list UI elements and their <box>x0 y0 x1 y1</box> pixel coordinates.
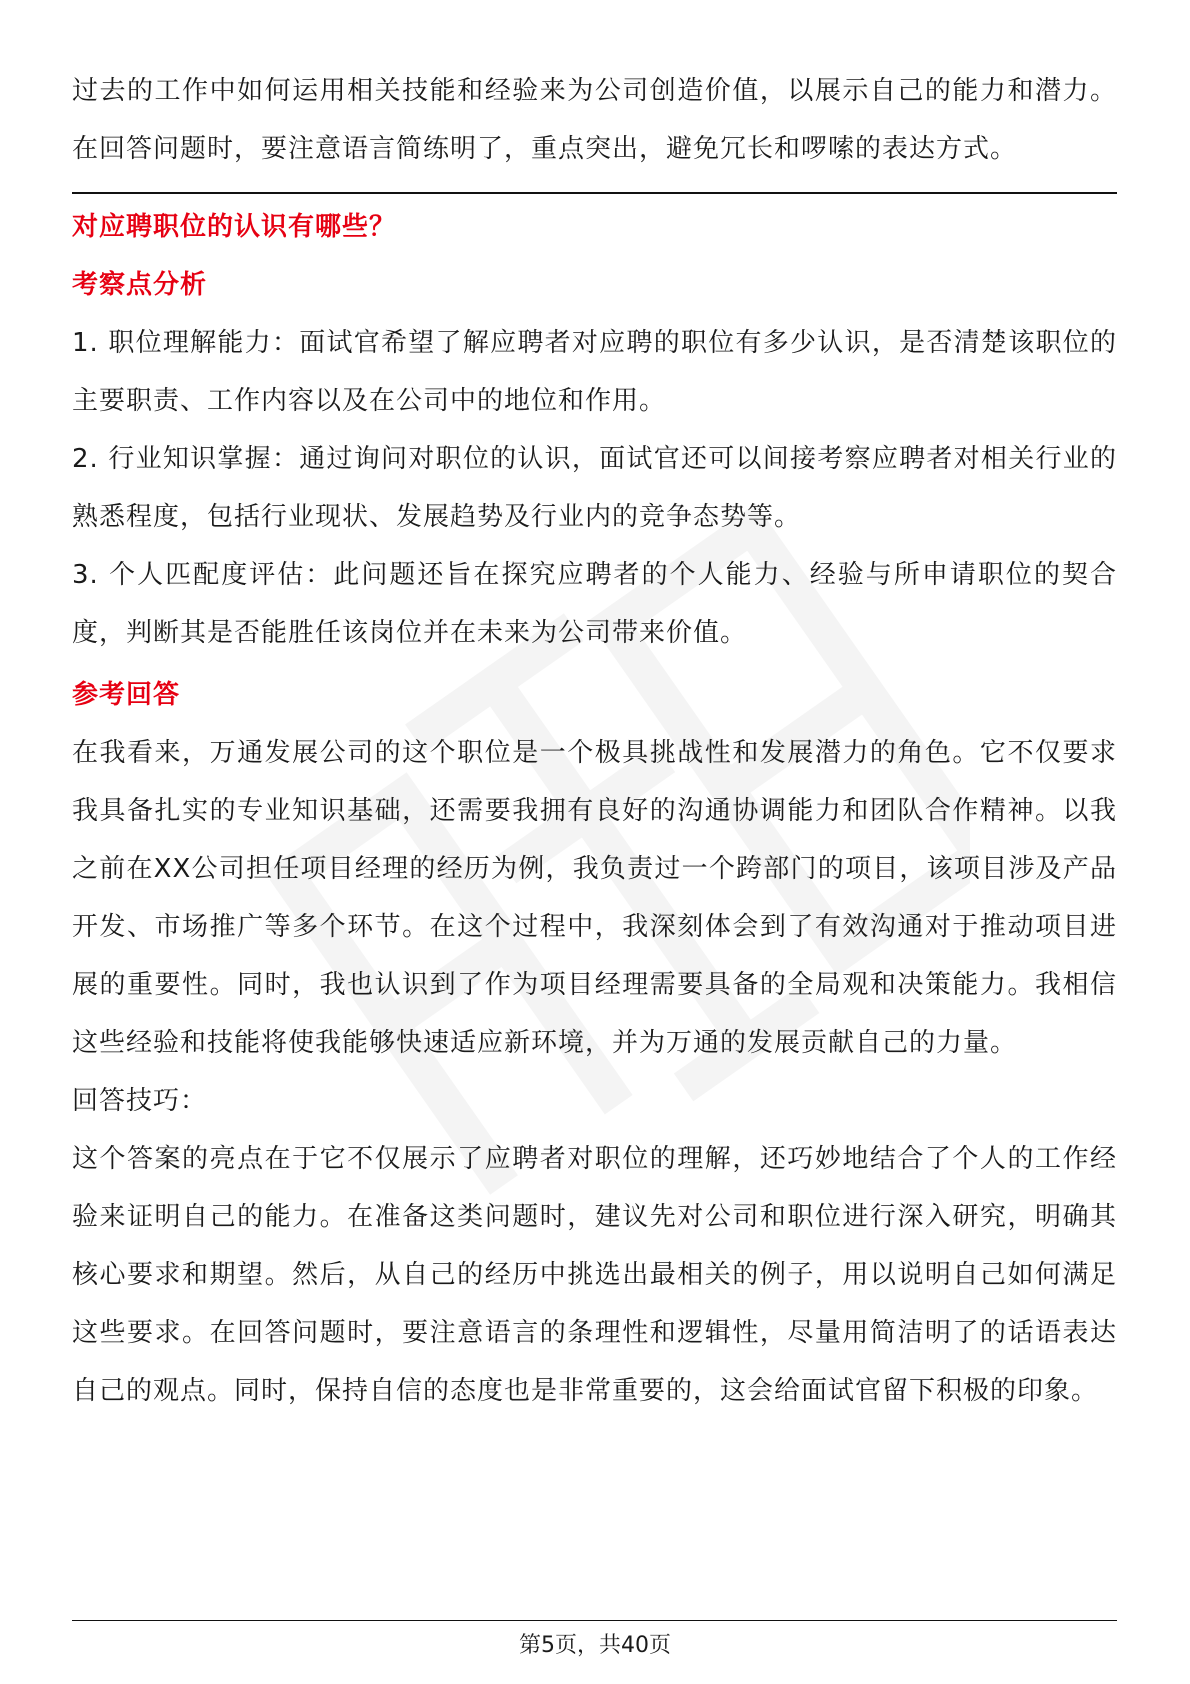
footer-divider <box>72 1620 1117 1621</box>
tips-heading: 回答技巧： <box>72 1086 208 1116</box>
section-divider <box>72 192 1117 194</box>
analysis-item: 3. 个人匹配度评估：此问题还旨在探究应聘者的个人能力、经验与所申请职位的契合度，判断其是否能胜任该岗位并在未来为公司带来价值。 <box>72 560 1117 648</box>
intro-paragraph: 过去的工作中如何运用相关技能和经验来为公司创造价值，以展示自己的能力和潜力。在回答问题时，要注意语言简练明了，重点突出，避免冗长和啰嗦的表达方式。 <box>72 76 1117 164</box>
analysis-item: 1. 职位理解能力：面试官希望了解应聘者对应聘的职位有多少认识，是否清楚该职位的主要职责、工作内容以及在公司中的地位和作用。 <box>72 328 1117 416</box>
question-title: 对应聘职位的认识有哪些？ <box>72 212 397 242</box>
page-number: 第5页，共40页 <box>519 1633 671 1658</box>
analysis-item: 2. 行业知识掌握：通过询问对职位的认识，面试官还可以间接考察应聘者对相关行业的熟悉程度，包括行业现状、发展趋势及行业内的竞争态势等。 <box>72 444 1117 532</box>
tips-text: 这个答案的亮点在于它不仅展示了应聘者对职位的理解，还巧妙地结合了个人的工作经验来证明自己的能力。在准备这类问题时，建议先对公司和职位进行深入研究，明确其核心要求和期望。然后，从自己的经历中挑选出最相关的例子，用以说明自己如何满足这些要求。在回答问题时，要注意语言的条理性和逻辑性，尽量用简洁明了的话语表达自己的观点。同时，保持自信的态度也是非常重要的，这会给面试官留下积极的印象。 <box>72 1144 1117 1406</box>
reference-answer: 在我看来，万通发展公司的这个职位是一个极具挑战性和发展潜力的角色。它不仅要求我具备扎实的专业知识基础，还需要我拥有良好的沟通协调能力和团队合作精神。以我之前在XX公司担任项目经理的经历为例，我负责过一个跨部门的项目，该项目涉及产品开发、市场推广等多个环节。在这个过程中，我深刻体会到了有效沟通对于推动项目进展的重要性。同时，我也认识到了作为项目经理需要具备的全局观和决策能力。我相信这些经验和技能将使我能够快速适应新环境，并为万通的发展贡献自己的力量。 <box>72 738 1117 1058</box>
page-content <box>72 62 1117 1420</box>
analysis-heading: 考察点分析 <box>72 270 208 300</box>
reference-heading: 参考回答 <box>72 680 181 710</box>
